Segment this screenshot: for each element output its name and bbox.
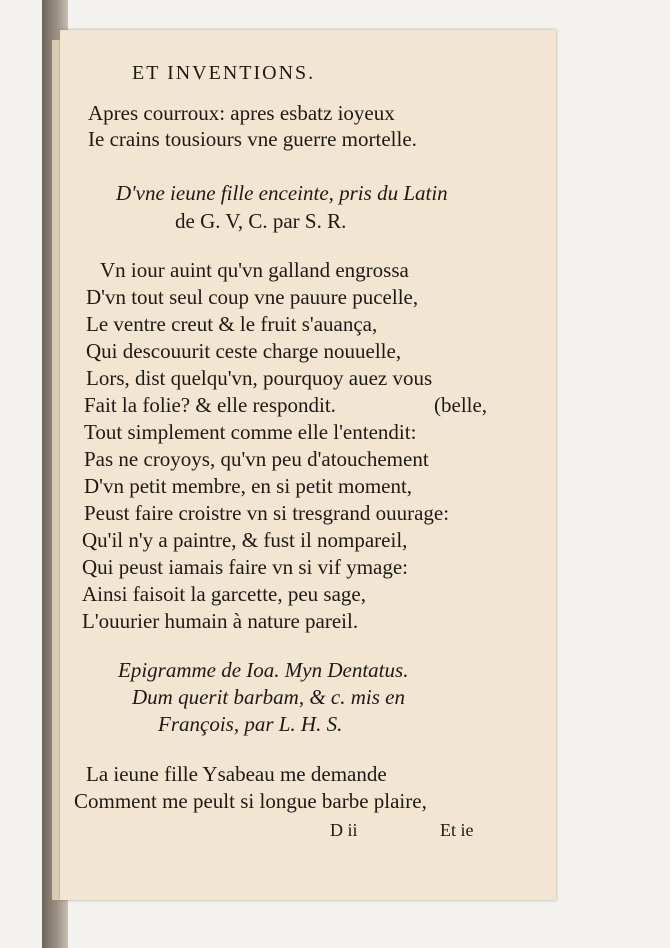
- verse-line: Pas ne croyoys, qu'vn peu d'atouchement: [84, 447, 429, 471]
- verse-line: L'ouurier humain à nature pareil.: [82, 609, 359, 633]
- verse-line: Peust faire croistre vn si tresgrand ouurage:: [84, 501, 450, 525]
- verse-line: D'vn tout seul coup vne pauure pucelle,: [86, 285, 419, 309]
- verse-line: Qu'il n'y a paintre, & fust il nompareil,: [82, 528, 408, 552]
- verse-line: Qui descouurit ceste charge nouuelle,: [86, 339, 402, 363]
- verse-line: Fait la folie? & elle respondit.: [84, 393, 336, 417]
- verse-line: Ainsi faisoit la garcette, peu sage,: [82, 582, 366, 606]
- verse-line: Qui peust iamais faire vn si vif ymage:: [82, 555, 409, 579]
- poem-title: Epigramme de Ioa. Myn Dentatus.: [118, 658, 409, 682]
- catchword: Et ie: [440, 820, 474, 840]
- verse-line: La ieune fille Ysabeau me demande: [86, 762, 387, 786]
- runover-word: (belle,: [434, 393, 488, 417]
- verse-line: Comment me peult si longue barbe plaire,: [74, 789, 427, 813]
- verse-line: Apres courroux: apres esbatz ioyeux: [88, 101, 395, 125]
- verse-line: Lors, dist quelqu'vn, pourquoy auez vous: [86, 366, 433, 390]
- poem-title: D'vne ieune fille enceinte, pris du Latin: [116, 181, 448, 205]
- verse-line: Ie crains tousiours vne guerre mortelle.: [88, 127, 417, 151]
- verse-line: Le ventre creut & le fruit s'auança,: [86, 312, 378, 336]
- verse-line: Tout simplement comme elle l'entendit:: [84, 420, 417, 444]
- running-head: ET INVENTIONS.: [132, 62, 316, 84]
- verse-line: D'vn petit membre, en si petit moment,: [84, 474, 413, 498]
- signature-mark: D ii: [330, 820, 358, 840]
- verse-line: Vn iour auint qu'vn galland engrossa: [100, 258, 409, 282]
- poem-title: François, par L. H. S.: [158, 712, 343, 736]
- poem-title: Dum querit barbam, & c. mis en: [132, 685, 405, 709]
- poem-title: de G. V, C. par S. R.: [175, 209, 347, 233]
